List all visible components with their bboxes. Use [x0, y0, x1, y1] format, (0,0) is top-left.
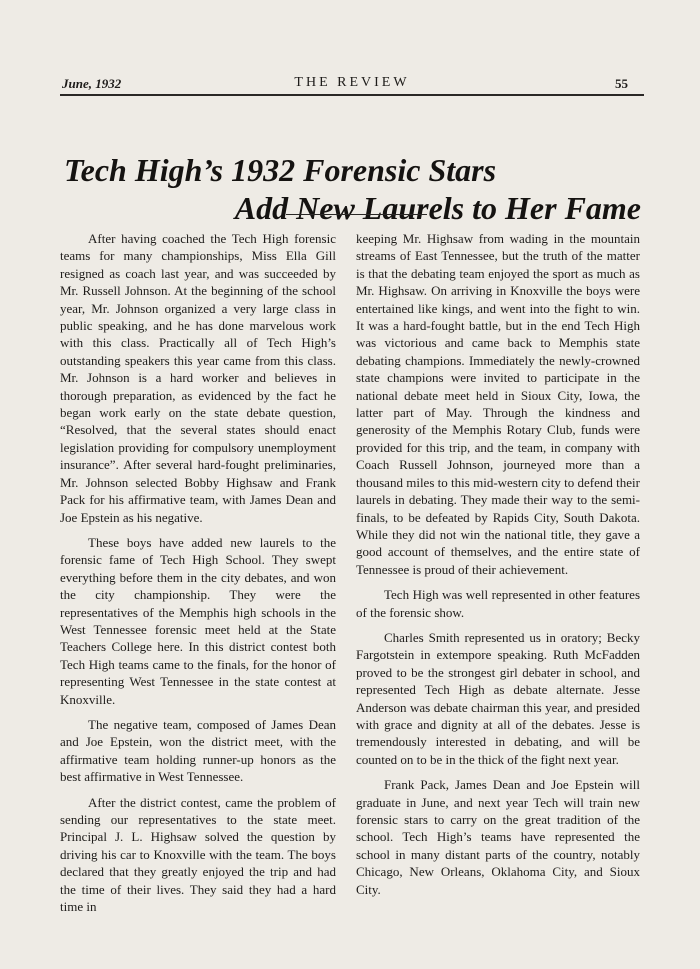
headline-line-2: Add New Laurels to Her Fame	[234, 190, 641, 227]
paragraph: These boys have added new laurels to the forensic fame of Tech High School. They swept everything before them in the city debates, and won the city championship. They were the representatives of the Memphis high schools in the West Tennessee forensic meet held at the State Teachers College here. In this district contest both Tech High teams came to the finals, for the honor of representing West Tennessee in the state contest at Knoxville.	[60, 534, 336, 707]
paragraph: keeping Mr. Highsaw from wading in the mountain streams of East Tennessee, but the truth of the matter is that the debating team enjoyed the sport as much as Mr. Highsaw. On arriving in Knoxville the boys were entertained like kings, and went into the fight to win. It was a hard-fought battle, but in the end Tech High was victorious and came back to Memphis state debating champions. Immediately the newly-crowned state champions were invited to participate in the national debate meet held in Sioux City, Iowa, the latter part of May. Through the kindness and generosity of the Memphis Rotary Club, funds were provided for this trip, and the team, in company with Coach Russell Johnson, journeyed more than a thousand miles to this mid-western city to defend their laurels in debating. They made their way to the semi-finals, to be defeated by Rapids City, South Dakota. While they did not win the national title, they gave a good account of themselves, and the entire state of Tennessee is proud of their achievement.	[356, 231, 640, 577]
issue-date: June, 1932	[62, 76, 122, 91]
paragraph: After the district contest, came the problem of sending our representatives to the state meet. Principal J. L. Highsaw solved the question by driving his car to Knoxville with the team. The boys declared that they greatly enjoyed the trip and had the time of their lives. They said they had a hard time in	[60, 794, 336, 915]
article-headline	[60, 151, 645, 227]
publication-title: THE REVIEW	[294, 75, 410, 90]
headline-divider	[286, 214, 427, 215]
paragraph: Charles Smith represented us in oratory; Becky Fargotstein in extempore speaking. Ruth McFadden proved to be the strongest girl debater in school, and represented Tech High as debate alternate. Jesse Anderson was debate chairman this year, and presided with grace and dignity at all of the debates. Jesse is tremendously interested in debating, and will be counted on to be in the thick of the fight next year.	[356, 629, 640, 767]
paragraph: The negative team, composed of James Dean and Joe Epstein, won the district meet, with the affirmative team holding runner-up honors as the best affirmative in West Tennessee.	[60, 716, 336, 785]
paragraph: After having coached the Tech High forensic teams for many championships, Miss Ella Gill resigned as coach last year, and was succeeded by Mr. Russell Johnson. At the beginning of the school year, Mr. Johnson organized a very large class in public speaking, and he has done marvelous work with this class. Practically all of Tech High’s outstanding speakers this year came from this class. Mr. Johnson is a hard worker and believes in thorough preparation, as evidenced by the fact he began work early on the state debate question, “Resolved, that the several states should enact legislation providing for compulsory unemployment insurance”. After several hard-fought preliminaries, Mr. Johnson selected Bobby Highsaw and Frank Pack for his affirmative team, with James Dean and Joe Epstein as his negative.	[60, 231, 336, 525]
header-rule	[60, 94, 644, 96]
paragraph: Frank Pack, James Dean and Joe Epstein will graduate in June, and next year Tech will train new forensic stars to carry on the great tradition of the school. Tech High’s teams have represented the school in many distant parts of the country, notably Chicago, New Orleans, Oklahoma City, and Sioux City.	[356, 777, 640, 897]
paragraph: Tech High was well represented in other features of the forensic show.	[356, 587, 640, 620]
headline-line-1: Tech High’s 1932 Forensic Stars	[64, 152, 497, 189]
left-column	[60, 230, 336, 923]
page-number: 55	[615, 76, 628, 91]
running-head	[60, 74, 644, 94]
right-column	[356, 230, 640, 906]
